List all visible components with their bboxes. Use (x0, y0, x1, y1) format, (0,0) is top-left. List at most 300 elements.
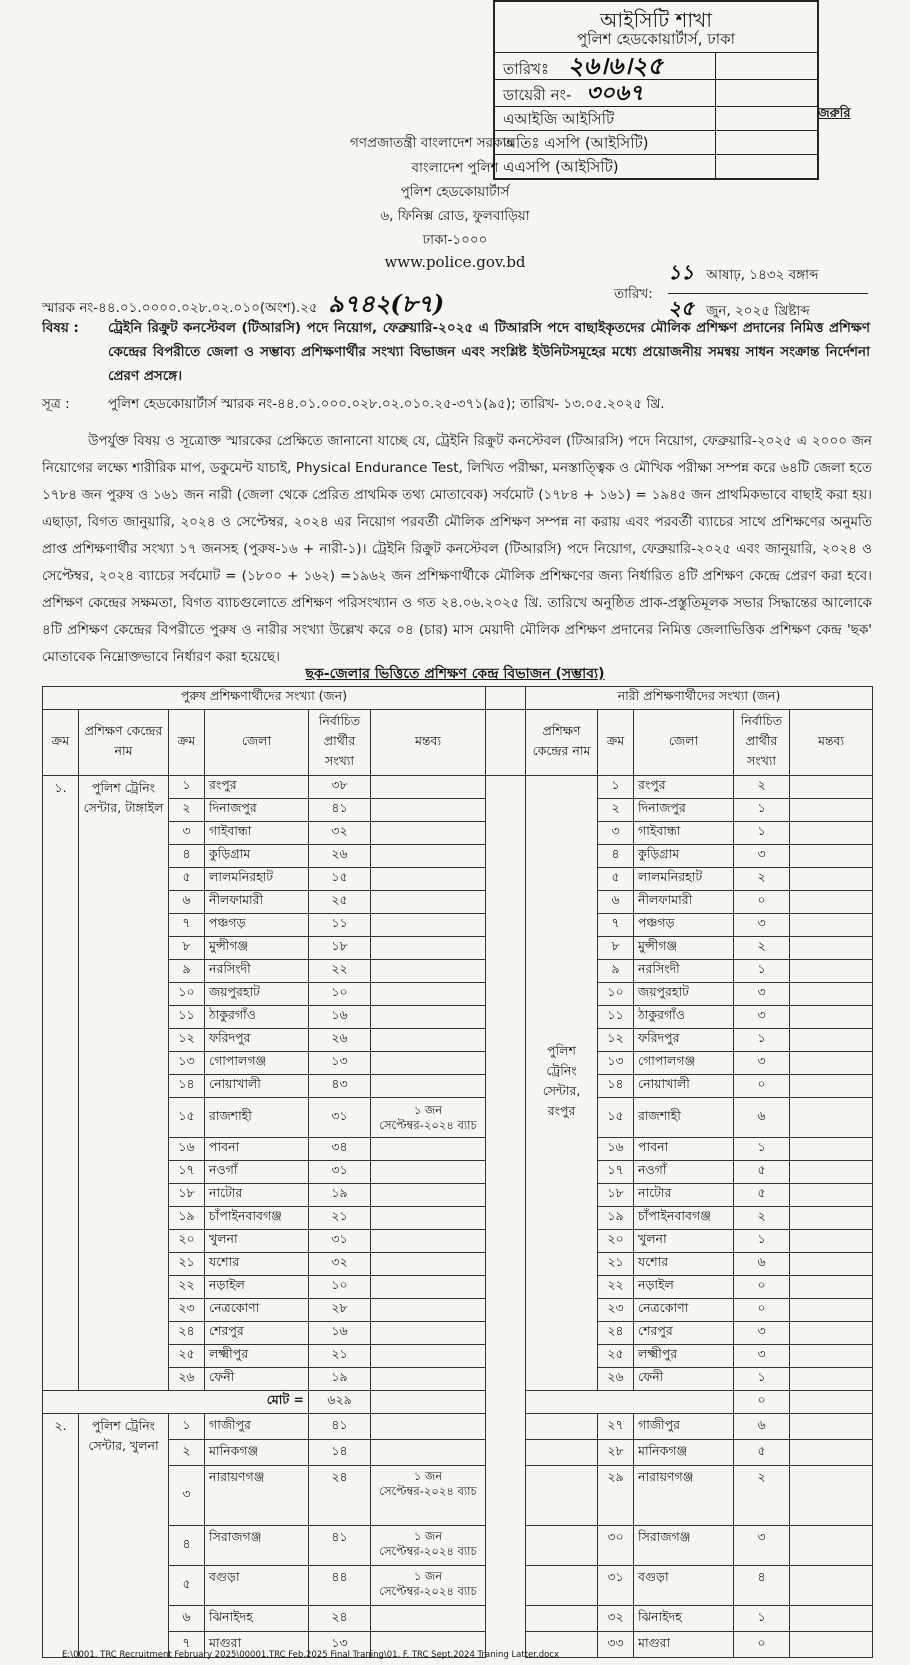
female-serial: ৩ (598, 822, 634, 845)
gap-cell (486, 937, 526, 960)
female-count: ০ (734, 891, 790, 914)
stamp-date-label: তারিখঃ (503, 60, 549, 78)
male-district: ফেনী (205, 1368, 309, 1391)
male-remark (371, 1184, 486, 1207)
male-remark: ১ জন সেপ্টেম্বর-২০২৪ ব্যাচ (371, 1526, 486, 1566)
stamp-date-row (495, 52, 817, 78)
male-district: রংপুর (205, 776, 309, 799)
male-remark (371, 822, 486, 845)
female-remark (790, 1414, 873, 1440)
female-serial: ১৪ (598, 1075, 634, 1098)
gap-cell (486, 1414, 526, 1440)
gap-cell (486, 1345, 526, 1368)
subject-label: বিষয় : (42, 320, 79, 336)
stamp-diary-value: ৩০৬৭ (586, 80, 644, 106)
male-remark (371, 776, 486, 799)
male-remark (371, 799, 486, 822)
male-remark: ১ জন সেপ্টেম্বর-২০২৪ ব্যাচ (371, 1566, 486, 1606)
female-district: শেরপুর (634, 1322, 734, 1345)
male-remark (371, 1138, 486, 1161)
male-serial: ৯ (169, 960, 205, 983)
female-remark (790, 868, 873, 891)
male-serial: ২২ (169, 1276, 205, 1299)
col-selected: নির্বাচিত প্রার্থীর সংখ্যা (309, 710, 371, 776)
male-serial: ৭ (169, 1632, 205, 1658)
female-serial: ৫ (598, 868, 634, 891)
female-serial: ১৭ (598, 1161, 634, 1184)
male-count: ১৩ (309, 1052, 371, 1075)
male-serial: ১২ (169, 1029, 205, 1052)
gap-cell (486, 1052, 526, 1075)
office-stamp (493, 0, 819, 180)
male-district: শেরপুর (205, 1322, 309, 1345)
male-serial: ১৪ (169, 1075, 205, 1098)
male-count: ১৯ (309, 1368, 371, 1391)
female-count: ১ (734, 1368, 790, 1391)
female-group-header: নারী প্রশিক্ষণার্থীদের সংখ্যা (জন) (526, 687, 873, 710)
male-district: যশোর (205, 1253, 309, 1276)
female-center-blank (526, 1526, 598, 1566)
male-serial: ১৩ (169, 1052, 205, 1075)
gap-cell (486, 1075, 526, 1098)
female-count: ৬ (734, 1414, 790, 1440)
male-count: ২৬ (309, 1029, 371, 1052)
female-total-remark (790, 1391, 873, 1414)
female-serial: ৮ (598, 937, 634, 960)
female-serial: ৩০ (598, 1526, 634, 1566)
col-f-remark: মন্তব্য (790, 710, 873, 776)
male-remark (371, 1440, 486, 1466)
memo-date-greg: জুন, ২০২৫ খ্রিষ্টাব্দ (706, 303, 810, 319)
gap-cell (486, 1322, 526, 1345)
table-row (43, 776, 873, 799)
male-total-remark (371, 1391, 486, 1414)
male-remark (371, 1029, 486, 1052)
male-district: গাইবান্ধা (205, 822, 309, 845)
male-count: ২৬ (309, 845, 371, 868)
header-website: www.police.gov.bd (384, 253, 526, 271)
male-district: সিরাজগঞ্জ (205, 1526, 309, 1566)
male-remark: ১ জন সেপ্টেম্বর-২০২৪ ব্যাচ (371, 1098, 486, 1138)
female-remark (790, 1075, 873, 1098)
male-count: ২২ (309, 960, 371, 983)
memo-date-greg-day: ২৫ (668, 296, 694, 320)
female-serial: ৩১ (598, 1566, 634, 1606)
female-remark (790, 1138, 873, 1161)
male-district: মানিকগঞ্জ (205, 1440, 309, 1466)
male-district: দিনাজপুর (205, 799, 309, 822)
female-serial: ২ (598, 799, 634, 822)
female-remark (790, 1345, 873, 1368)
female-count: ১ (734, 1230, 790, 1253)
female-serial: ২৩ (598, 1299, 634, 1322)
male-district: ঠাকুরগাঁও (205, 1006, 309, 1029)
female-count: ১ (734, 822, 790, 845)
male-count: ১৩ (309, 1632, 371, 1658)
female-serial: ৩৩ (598, 1632, 634, 1658)
female-district: নীলফামারী (634, 891, 734, 914)
female-district: মুন্সীগঞ্জ (634, 937, 734, 960)
male-count: ১৬ (309, 1322, 371, 1345)
female-remark (790, 1253, 873, 1276)
male-district: মাগুরা (205, 1632, 309, 1658)
female-serial: ২২ (598, 1276, 634, 1299)
male-district: ফরিদপুর (205, 1029, 309, 1052)
gap-cell (486, 1029, 526, 1052)
gap-cell (486, 822, 526, 845)
female-count: ২ (734, 1207, 790, 1230)
female-count: ১ (734, 1029, 790, 1052)
male-count: ২৮ (309, 1299, 371, 1322)
male-remark (371, 1299, 486, 1322)
female-remark (790, 937, 873, 960)
female-district: লক্ষ্মীপুর (634, 1345, 734, 1368)
male-count: ১১ (309, 914, 371, 937)
female-district: ঝিনাইদহ (634, 1606, 734, 1632)
male-remark (371, 1606, 486, 1632)
male-serial: ২৬ (169, 1368, 205, 1391)
male-count: ১৮ (309, 937, 371, 960)
female-count: ২ (734, 937, 790, 960)
stamp-row-aig: এআইজি আইসিটি (495, 106, 817, 130)
female-district: নেত্রকোণা (634, 1299, 734, 1322)
male-count: ৪৪ (309, 1566, 371, 1606)
female-remark (790, 1052, 873, 1075)
male-remark (371, 1207, 486, 1230)
female-remark (790, 914, 873, 937)
gap-cell (486, 1391, 526, 1414)
male-district: পাবনা (205, 1138, 309, 1161)
memo-date-bangla-day: ১১ (668, 260, 694, 284)
female-count: ২ (734, 1466, 790, 1526)
female-remark (790, 1276, 873, 1299)
female-count: ৫ (734, 1440, 790, 1466)
female-serial: ২০ (598, 1230, 634, 1253)
male-remark (371, 1345, 486, 1368)
gap-cell (486, 1138, 526, 1161)
male-serial: ৭ (169, 914, 205, 937)
female-remark (790, 1006, 873, 1029)
female-district: গোপালগঞ্জ (634, 1052, 734, 1075)
female-count: ৬ (734, 1098, 790, 1138)
col-f-district: জেলা (634, 710, 734, 776)
male-remark (371, 845, 486, 868)
male-center-name: পুলিশ ট্রেনিং সেন্টার, খুলনা (79, 1414, 169, 1658)
male-remark (371, 1253, 486, 1276)
female-center-blank (526, 1606, 598, 1632)
memo-date-label: তারিখ: (614, 286, 653, 302)
total-row (43, 1391, 873, 1414)
male-remark (371, 914, 486, 937)
male-count: ৪১ (309, 799, 371, 822)
female-count: ৩ (734, 1322, 790, 1345)
female-count: ১ (734, 1606, 790, 1632)
gap-cell (486, 1526, 526, 1566)
female-remark (790, 1161, 873, 1184)
female-center-blank (526, 1466, 598, 1526)
female-remark (790, 891, 873, 914)
female-serial: ১৬ (598, 1138, 634, 1161)
female-count: ০ (734, 1299, 790, 1322)
stamp-date-value: ২৬।৬।২৫ (567, 51, 663, 80)
female-serial: ১৫ (598, 1098, 634, 1138)
male-serial: ৫ (169, 868, 205, 891)
female-remark (790, 1207, 873, 1230)
male-count: ২৫ (309, 891, 371, 914)
female-center-name: পুলিশ ট্রেনিং সেন্টার, রংপুর (526, 776, 598, 1391)
male-serial: ৮ (169, 937, 205, 960)
female-serial: ৭ (598, 914, 634, 937)
total-label: মোট = (43, 1391, 309, 1414)
col-f-center: প্রশিক্ষণ কেন্দ্রের নাম (526, 710, 598, 776)
female-district: পঞ্চগড় (634, 914, 734, 937)
female-district: যশোর (634, 1253, 734, 1276)
female-district: ফরিদপুর (634, 1029, 734, 1052)
male-district: নোয়াখালী (205, 1075, 309, 1098)
gap-cell (486, 914, 526, 937)
male-count: ১৬ (309, 1006, 371, 1029)
female-serial: ২৮ (598, 1440, 634, 1466)
male-district: নারায়ণগঞ্জ (205, 1466, 309, 1526)
male-count: ১৫ (309, 868, 371, 891)
table-caption: ছক-জেলার ভিত্তিতে প্রশিক্ষণ কেন্দ্র বিভাজন (সম্ভাব্য) (305, 666, 605, 682)
male-count: ৩১ (309, 1161, 371, 1184)
male-count: ৩১ (309, 1230, 371, 1253)
gap-cell (486, 845, 526, 868)
male-serial: ৪ (169, 1526, 205, 1566)
gap-cell (486, 687, 526, 710)
center-serial: ২. (43, 1414, 79, 1658)
female-serial: ১১ (598, 1006, 634, 1029)
male-district: লক্ষ্মীপুর (205, 1345, 309, 1368)
male-remark (371, 983, 486, 1006)
gap-cell (486, 1276, 526, 1299)
header-police: বাংলাদেশ পুলিশ (411, 160, 499, 176)
male-remark (371, 1414, 486, 1440)
male-serial: ৩ (169, 1466, 205, 1526)
female-serial: ২৭ (598, 1414, 634, 1440)
urgent-label: জরুরি (818, 106, 851, 121)
female-count: ৩ (734, 1526, 790, 1566)
male-district: নীলফামারী (205, 891, 309, 914)
gap-cell (486, 1098, 526, 1138)
female-count: ৩ (734, 914, 790, 937)
male-district: নওগাঁ (205, 1161, 309, 1184)
female-remark (790, 776, 873, 799)
female-count: ৩ (734, 983, 790, 1006)
male-remark (371, 1322, 486, 1345)
stamp-row-asp: এএসপি (আইসিটি) (495, 154, 817, 178)
male-district: নরসিংদী (205, 960, 309, 983)
male-district: নেত্রকোণা (205, 1299, 309, 1322)
memo-date-bangla: আষাঢ়, ১৪৩২ বঙ্গাব্দ (706, 267, 819, 283)
female-district: নড়াইল (634, 1276, 734, 1299)
female-district: বগুড়া (634, 1566, 734, 1606)
male-serial: ২০ (169, 1230, 205, 1253)
header-city: ঢাকা-১০০০ (422, 232, 488, 248)
female-serial: ২৪ (598, 1322, 634, 1345)
female-serial: ২৬ (598, 1368, 634, 1391)
gap-cell (486, 1440, 526, 1466)
table-row (43, 1414, 873, 1440)
male-remark (371, 1075, 486, 1098)
male-remark (371, 868, 486, 891)
stamp-subtitle: পুলিশ হেডকোয়ার্টার্স, ঢাকা (576, 30, 735, 48)
female-district: রংপুর (634, 776, 734, 799)
gap-cell (486, 710, 526, 776)
female-district: সিরাজগঞ্জ (634, 1526, 734, 1566)
female-serial: ১ (598, 776, 634, 799)
female-remark (790, 1526, 873, 1566)
female-count: ৪ (734, 1566, 790, 1606)
male-remark (371, 1276, 486, 1299)
male-remark (371, 1230, 486, 1253)
male-count: ৪৩ (309, 1075, 371, 1098)
female-district: নরসিংদী (634, 960, 734, 983)
female-district: জয়পুরহাট (634, 983, 734, 1006)
female-count: ০ (734, 1632, 790, 1658)
female-remark (790, 1466, 873, 1526)
header-hq: পুলিশ হেডকোয়ার্টার্স (400, 184, 510, 200)
male-remark (371, 1052, 486, 1075)
gap-cell (486, 1466, 526, 1526)
female-remark (790, 1184, 873, 1207)
male-serial: ১৫ (169, 1098, 205, 1138)
male-serial: ২৫ (169, 1345, 205, 1368)
source-text: পুলিশ হেডকোয়ার্টার্স স্মারক নং-৪৪.০১.০০০.০২৮.০২.০১০.২৫-৩৭১(৯৫); তারিখ- ১৩.০৫.২০২৫ খ্রি. (108, 396, 665, 412)
male-count: ৪১ (309, 1414, 371, 1440)
male-serial: ১৯ (169, 1207, 205, 1230)
male-district: লালমনিরহাট (205, 868, 309, 891)
female-serial: ৬ (598, 891, 634, 914)
female-count: ৩ (734, 1345, 790, 1368)
male-district: মুন্সীগঞ্জ (205, 937, 309, 960)
male-count: ২৪ (309, 1606, 371, 1632)
memo-ref-label: স্মারক নং-৪৪.০১.০০০০.০২৮.০২.০১০(অংশ).২৫ (42, 300, 318, 316)
gap-cell (486, 868, 526, 891)
male-count: ৩২ (309, 1253, 371, 1276)
col-serial: ক্রম (43, 710, 79, 776)
male-district: নাটোর (205, 1184, 309, 1207)
female-remark (790, 1322, 873, 1345)
male-district: পঞ্চগড় (205, 914, 309, 937)
male-serial: ৩ (169, 822, 205, 845)
female-remark (790, 1632, 873, 1658)
female-district: নারায়ণগঞ্জ (634, 1466, 734, 1526)
female-count: ২ (734, 776, 790, 799)
col-f-selected: নির্বাচিত প্রার্থীর সংখ্যা (734, 710, 790, 776)
female-total: ০ (734, 1391, 790, 1414)
gap-cell (486, 1566, 526, 1606)
gap-cell (486, 1606, 526, 1632)
female-serial: ১৯ (598, 1207, 634, 1230)
male-district: কুড়িগ্রাম (205, 845, 309, 868)
male-count: ৩৪ (309, 1138, 371, 1161)
female-remark (790, 845, 873, 868)
male-serial: ৬ (169, 1606, 205, 1632)
col-district: জেলা (205, 710, 309, 776)
female-center-blank (526, 1566, 598, 1606)
gap-cell (486, 1006, 526, 1029)
female-district: খুলনা (634, 1230, 734, 1253)
female-remark (790, 1230, 873, 1253)
female-district: নাটোর (634, 1184, 734, 1207)
male-remark (371, 891, 486, 914)
male-district: রাজশাহী (205, 1098, 309, 1138)
male-count: ২১ (309, 1345, 371, 1368)
female-district: কুড়িগ্রাম (634, 845, 734, 868)
stamp-row-addl-sp: অতিঃ এসপি (আইসিটি) (495, 130, 817, 154)
male-serial: ৪ (169, 845, 205, 868)
female-district: মাগুরা (634, 1632, 734, 1658)
gap-cell (486, 1230, 526, 1253)
female-count: ১ (734, 799, 790, 822)
male-district: খুলনা (205, 1230, 309, 1253)
female-count: ০ (734, 1075, 790, 1098)
female-serial: ১২ (598, 1029, 634, 1052)
male-serial: ১ (169, 1414, 205, 1440)
female-count: ৫ (734, 1184, 790, 1207)
female-remark (790, 1606, 873, 1632)
gap-cell (486, 891, 526, 914)
male-serial: ২ (169, 1440, 205, 1466)
header-government: গণপ্রজাতন্ত্রী বাংলাদেশ সরকার (350, 135, 514, 151)
female-center-blank (526, 1440, 598, 1466)
male-serial: ১ (169, 776, 205, 799)
male-count: ২৪ (309, 1466, 371, 1526)
male-count: ২১ (309, 1207, 371, 1230)
gap-cell (486, 960, 526, 983)
female-district: রাজশাহী (634, 1098, 734, 1138)
male-serial: ১১ (169, 1006, 205, 1029)
female-district: লালমনিরহাট (634, 868, 734, 891)
female-remark (790, 983, 873, 1006)
col-serial-2: ক্রম (169, 710, 205, 776)
allocation-table (42, 686, 873, 1658)
male-serial: ১৮ (169, 1184, 205, 1207)
male-district: নড়াইল (205, 1276, 309, 1299)
female-remark (790, 1440, 873, 1466)
female-district: পাবনা (634, 1138, 734, 1161)
female-remark (790, 822, 873, 845)
gap-cell (486, 1368, 526, 1391)
female-count: ৩ (734, 845, 790, 868)
male-district: গাজীপুর (205, 1414, 309, 1440)
female-count: ১ (734, 960, 790, 983)
female-remark (790, 1098, 873, 1138)
male-total: ৬২৯ (309, 1391, 371, 1414)
female-district: নোয়াখালী (634, 1075, 734, 1098)
male-count: ১৪ (309, 1440, 371, 1466)
male-district: গোপালগঞ্জ (205, 1052, 309, 1075)
male-district: জয়পুরহাট (205, 983, 309, 1006)
female-district: গাজীপুর (634, 1414, 734, 1440)
male-serial: ২৩ (169, 1299, 205, 1322)
male-district: ঝিনাইদহ (205, 1606, 309, 1632)
female-center-blank (526, 1414, 598, 1440)
male-count: ১৯ (309, 1184, 371, 1207)
female-remark (790, 1566, 873, 1606)
female-count: ৬ (734, 1253, 790, 1276)
center-serial: ১. (43, 776, 79, 1391)
subject-text: ট্রেইনি রিক্রুট কনস্টেবল (টিআরসি) পদে নিয়োগ, ফেব্রুয়ারি-২০২৫ এ টিআরসি পদে বাছাইকৃতদের মৌলিক প্রশিক্ষণ প্রদানের নিমিত্ত প্রশিক্ষণ কেন্দ্রের বিপরীতে জেলা ও সম্ভাব্য প্রশিক্ষণার্থীর সংখ্যা বিভাজন এবং সংশ্লিষ্ট ইউনিটসমূহের মধ্যে প্রয়োজনীয় সমন্বয় সাধন সংক্রান্ত নির্দেশনা প্রেরণ প্রসঙ্গে। (108, 320, 870, 384)
female-serial: ১৩ (598, 1052, 634, 1075)
female-remark (790, 1029, 873, 1052)
female-serial: ২১ (598, 1253, 634, 1276)
gap-cell (486, 1299, 526, 1322)
male-remark: ১ জন সেপ্টেম্বর-২০২৪ ব্যাচ (371, 1466, 486, 1526)
male-serial: ১৭ (169, 1161, 205, 1184)
